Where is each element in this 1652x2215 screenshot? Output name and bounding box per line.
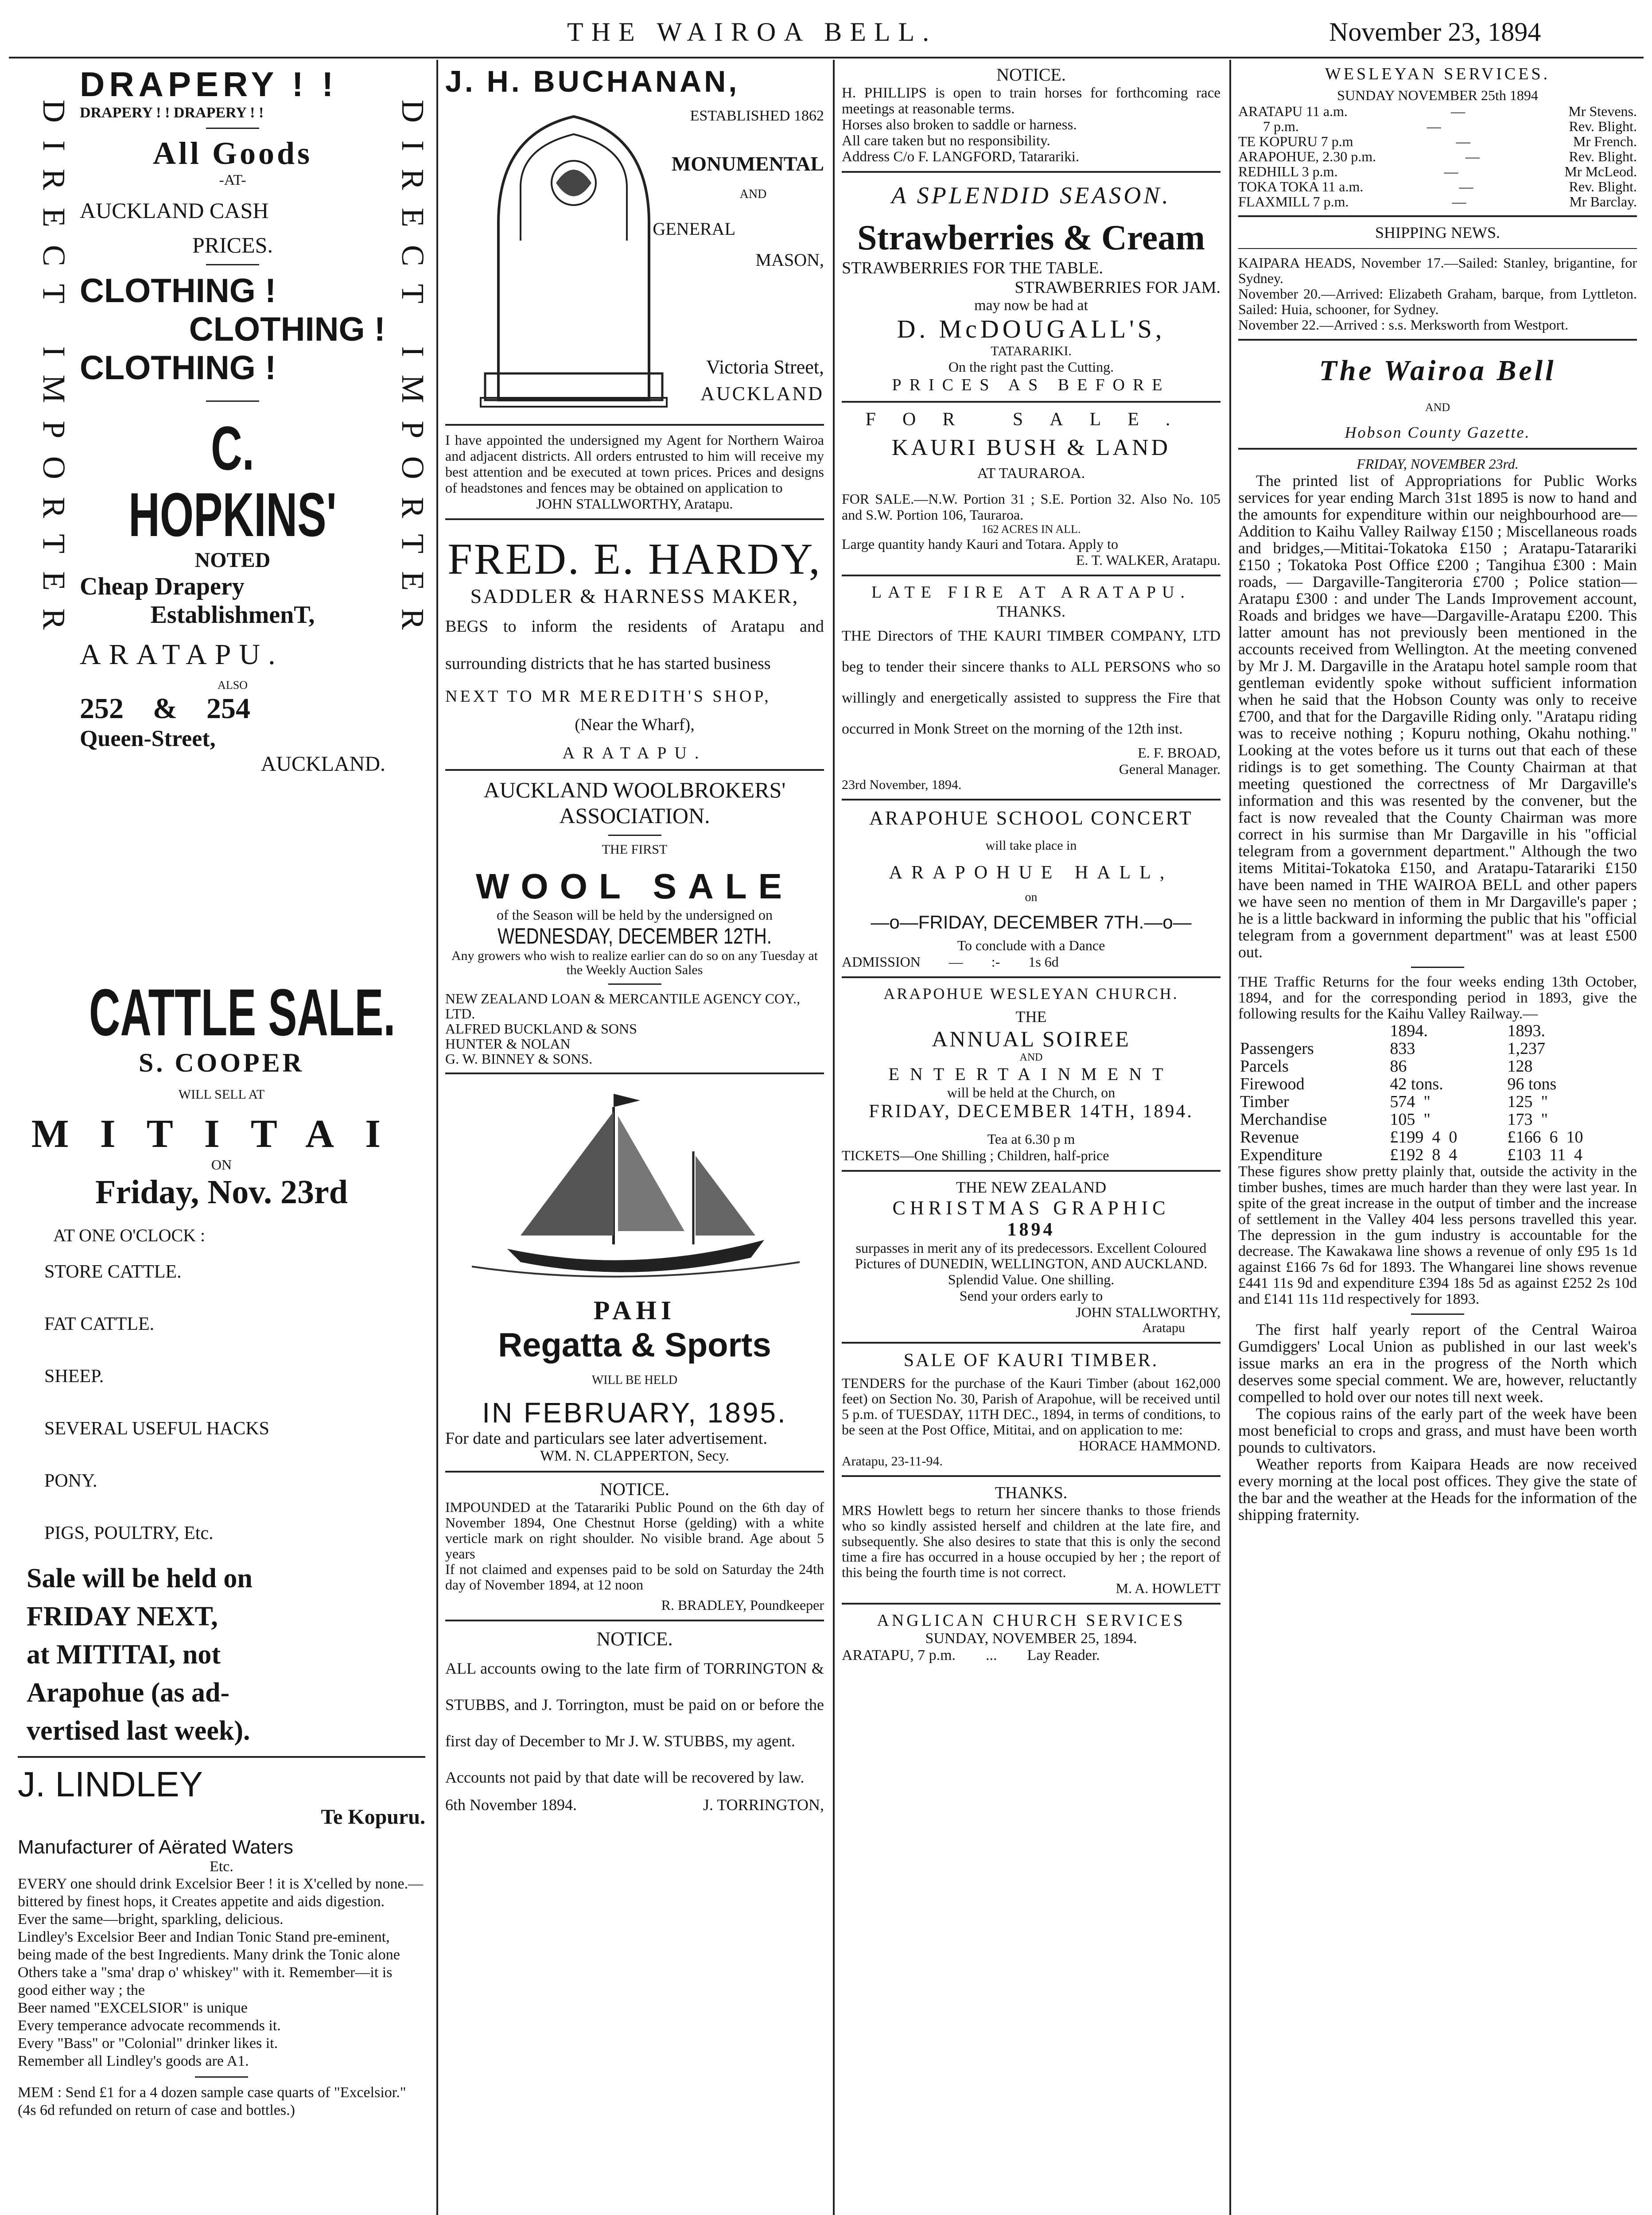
- monumental: MONUMENTAL: [671, 152, 824, 175]
- general-manager: General Manager.: [1119, 761, 1221, 777]
- hopkins-name: C. HOPKINS': [128, 413, 337, 549]
- column-divider: [1229, 60, 1231, 2215]
- list-item: SEVERAL USEFUL HACKS: [44, 1418, 269, 1439]
- manufacturer: Manufacturer of Aërated Waters: [18, 1836, 293, 1858]
- cattle-items: [44, 1246, 425, 1559]
- acres: 162 ACRES IN ALL.: [981, 523, 1081, 536]
- masthead: [0, 0, 1652, 62]
- auckland-label: AUCKLAND.: [260, 752, 385, 776]
- aratapu: ARATAPU.: [562, 744, 707, 762]
- establishment: EstablishmenT,: [150, 601, 315, 629]
- friday-december-7: —o—FRIDAY, DECEMBER 7TH.—o—: [871, 912, 1192, 933]
- masthead-title: THE WAIROA BELL.: [567, 17, 937, 47]
- lindley-text: EVERY one should drink Excelsior Beer ! it is X'celled by none.—bittered by finest hops, it Creates appetite and aids digestion. Ever the same—bright, sparkling, delicious. Lindley's Excelsior Beer and Indian Tonic Stand pre-eminent, being made of the best Ingredients. Many drink the Tonic alone Others take a "sma' drap o' whiskey" with it. Remember—it is good either way ; the Beer named "EXCELSIOR" is unique Every temperance advocate recommends it. Every "Bass" or "Colonial" drinker likes it. Remember all Lindley's goods are A1.: [18, 1876, 424, 2069]
- list-item: TE KOPURU 7 p.m — Mr French.: [1238, 133, 1637, 149]
- list-item: FAT CATTLE.: [44, 1314, 155, 1334]
- pahi: PAHI: [593, 1296, 676, 1325]
- entertainment: ENTERTAINMENT: [888, 1064, 1174, 1084]
- next-to: NEXT TO MR MEREDITH'S SHOP,: [445, 687, 771, 706]
- anglican-services: ANGLICAN CHURCH SERVICES: [877, 1611, 1186, 1630]
- the-first: THE FIRST: [602, 842, 668, 857]
- clapperton: WM. N. CLAPPERTON, Secy.: [540, 1448, 729, 1464]
- prices-before: PRICES AS BEFORE: [892, 376, 1170, 394]
- table-row: Passengers 833 1,237: [1240, 1039, 1545, 1058]
- cattle-sale: CATTLE SALE.: [89, 975, 396, 1049]
- graphic-year: 1894: [1007, 1220, 1055, 1240]
- lindley-name: J. LINDLEY: [18, 1764, 203, 1804]
- mititai: MITITAI: [31, 1112, 412, 1156]
- and-label: AND: [1425, 401, 1450, 414]
- right-past: On the right past the Cutting.: [948, 359, 1114, 375]
- editorial-date: FRIDAY, NOVEMBER 23rd.: [1357, 456, 1519, 472]
- bradley: R. BRADLEY, Poundkeeper: [661, 1597, 824, 1613]
- shipping-news: SHIPPING NEWS.: [1375, 224, 1500, 241]
- general: GENERAL: [653, 219, 735, 239]
- clothing-3: CLOTHING !: [80, 349, 276, 387]
- street-numbers: 252 & 254: [80, 692, 250, 725]
- splendid-season: A SPLENDID SEASON.: [891, 182, 1171, 209]
- on: ON: [211, 1157, 232, 1173]
- kauri-bush: KAURI BUSH & LAND: [891, 435, 1171, 460]
- gumdiggers-text: The first half yearly report of the Central Wairoa Gumdiggers' Local Union as published in our last week's issue marks an era in the progress of the North which deserves some special comment. We are, however, reluctantly compelled to hold over our notes till next week.: [1238, 1321, 1637, 1406]
- aratapu: ARATAPU.: [80, 638, 284, 671]
- list-item: ARATAPU 11 a.m. — Mr Stevens.: [1238, 103, 1637, 119]
- hobson-gazette: Hobson County Gazette.: [1345, 424, 1531, 441]
- victoria-street: Victoria Street,: [706, 356, 824, 378]
- wool-date: WEDNESDAY, DECEMBER 12TH.: [498, 924, 772, 948]
- table-row: Timber 574 " 125 ": [1240, 1092, 1548, 1111]
- hardy-name: FRED. E. HARDY,: [447, 534, 822, 583]
- notice-heading: NOTICE.: [600, 1479, 669, 1499]
- drapery-heading: DRAPERY ! !: [80, 65, 338, 104]
- splendid-value: Splendid Value. One shilling.: [948, 1271, 1115, 1287]
- table-row: Parcels 86 128: [1240, 1057, 1533, 1076]
- regatta-text: For date and particulars see later advertisement.: [445, 1429, 767, 1448]
- prices: PRICES.: [192, 233, 273, 257]
- etc: Etc.: [210, 1858, 233, 1875]
- table-row: Expenditure £192 8 4 £103 11 4: [1240, 1146, 1583, 1164]
- list-item: FLAXMILL 7 p.m. — Mr Barclay.: [1238, 194, 1637, 210]
- noted: NOTED: [194, 548, 271, 572]
- may-now: may now be had at: [974, 297, 1088, 314]
- cooper: S. COOPER: [138, 1048, 305, 1077]
- drapery-sub: DRAPERY ! ! DRAPERY ! !: [80, 105, 264, 121]
- column-divider: [436, 60, 438, 2215]
- tickets: TICKETS—One Shilling ; Children, half-price: [842, 1147, 1109, 1163]
- list-item: STORE CATTLE.: [44, 1262, 182, 1282]
- sale-kauri-timber: SALE OF KAURI TIMBER.: [903, 1350, 1159, 1371]
- shipping-text-2: November 20.—Arrived: Elizabeth Graham, barque, from Lyttleton. Sailed: Huia, schooner, for Sydney.: [1238, 286, 1637, 317]
- table-row: Merchandise 105 " 173 ": [1240, 1110, 1548, 1129]
- held-church: will be held at the Church, on: [947, 1084, 1116, 1100]
- wesleyan-services: WESLEYAN SERVICES.: [1325, 65, 1551, 83]
- tatarariki: TATARARIKI.: [991, 344, 1072, 358]
- column-4: [1238, 64, 1637, 2215]
- editorial-text: The printed list of Appropriations for Public Works services for year ending March 31st 1895 is now to hand and the amounts for expenditure within our neighbourhood are—Addition to Kaihu Valley Railway £150 ; Miscellaneous roads and bridges,—Mititai-Tokatoka £150 ; Aratapu-Tatarariki £150 ; Tokatoka Post Office £200 ; Tangihua £300 : Main roads, — Dargaville-Tangiteroria £700 ; Police station— Aratapu £300 : and under The Lands Improvement account, Roads and bridges we have—Dargaville-Aratapu £200. This latter amount has not previously been mentioned in the accounts received from Wellington. At the meeting convened by Mr J. M. Dargaville in the Aratapu hotel sample room that gentleman evidently spoke without sufficient information when he said that the Hobson County was only to receive £700, and that for the Dargaville Riding only. "Aratapu riding was to receive nothing ; Kopuru nothing, Okahu nothing." Looking at the votes before us it turns out that each of these ridings is to get something. The County Chairman at that meeting questioned the correctness of Mr Dargaville's information and this was resented by the convener, but the fact is now revealed that the County Chairman was more correct in his surmise than Mr Dargaville in his "official telegram from a government department." Although the two items Mititai-Tokatoka £150, and Aratapu-Tatarariki £150 have been named in THE WAIROA BELL and other papers we have seen no mention of them in Mr Dargaville's paper ; he is a little backward in informing the public that his "official telegram from a government department" was at least £500 out.: [1238, 472, 1637, 961]
- tea-time: Tea at 6.30 p m: [987, 1131, 1075, 1147]
- clothing-1: CLOTHING !: [80, 272, 276, 310]
- table-row: Firewood 42 tons. 96 tons: [1240, 1075, 1557, 1093]
- thanks-heading-2: THANKS.: [995, 1484, 1068, 1502]
- for-sale-text: FOR SALE.—N.W. Portion 31 ; S.E. Portion 32. Also No. 105 and S.W. Portion 106, Tauraroa.: [842, 491, 1221, 523]
- wesleyan-sunday: SUNDAY NOVEMBER 25th 1894: [1337, 87, 1538, 103]
- will-be-held: WILL BE HELD: [591, 1373, 678, 1387]
- for-sale-heading: FOR SALE.: [865, 409, 1197, 430]
- wool-growers: Any growers who wish to realize earlier can do so on any Tuesday at the Weekly Auction Sales: [451, 948, 818, 977]
- tenders-text: TENDERS for the purchase of the Kauri Timber (about 162,000 feet) on Section No. 30, Parish of Arapohue, will be received until 5 p.m. of TUESDAY, 11TH DEC., 1894, in terms of conditions, to be seen at the Post Office, Mititai, and on application to me:: [842, 1375, 1221, 1438]
- auckland-cash: AUCKLAND CASH: [80, 198, 269, 223]
- agents-list: NEW ZEALAND LOAN & MERCANTILE AGENCY COY., LTD. ALFRED BUCKLAND & SONS HUNTER & NOLAN G. W. BINNEY & SONS.: [445, 991, 801, 1067]
- february: IN FEBRUARY, 1895.: [482, 1397, 787, 1429]
- wesleyan-church: ARAPOHUE WESLEYAN CHURCH.: [883, 985, 1179, 1003]
- list-item: PIGS, POULTRY, Etc.: [44, 1523, 214, 1543]
- stallworthy: JOHN STALLWORTHY,: [1076, 1304, 1221, 1320]
- the-label: THE: [1015, 1008, 1047, 1026]
- wool-sale: WOOL SALE: [476, 867, 793, 906]
- column-1: [18, 64, 431, 2215]
- and-label: AND: [739, 187, 767, 201]
- anglican-sunday: SUNDAY, NOVEMBER 25, 1894.: [925, 1630, 1137, 1647]
- fire-date: 23rd November, 1894.: [842, 777, 962, 792]
- shipping-text: KAIPARA HEADS, November 17.—Sailed: Stanley, brigantine, for Sydney.: [1238, 255, 1637, 286]
- side-text-right: DIRECT IMPORTER: [395, 100, 431, 648]
- te-kopuru: Te Kopuru.: [321, 1805, 425, 1829]
- friday-date: Friday, Nov. 23rd: [95, 1174, 348, 1211]
- late-fire: LATE FIRE AT ARATAPU.: [871, 583, 1191, 602]
- regatta: Regatta & Sports: [498, 1326, 771, 1364]
- established: ESTABLISHED 1862: [690, 108, 824, 124]
- aratapu-label: Aratapu: [1142, 1321, 1185, 1335]
- torrington-signoff: 6th November 1894. J. TORRINGTON,: [445, 1796, 824, 1814]
- column-3: NOTICE. H. PHILLIPS is open to train horses for forthcoming race meetings at reasonable terms. Horses also broken to saddle or harness. All care taken but no responsibility. Address C/o F. LANGFORD, Tatarariki. A SPLENDID SEASON. Strawberries & Cream STRAWBERRIES FOR THE TABLE. STRAWBERRIES FOR JAM. may now be had at D. McDOUGALL'S, TATARARIKI. On the right past the Cutting. PRICES AS BEFORE FOR SALE. KAURI BUSH & LAND AT TAURAROA. FOR SALE.—N.W. Portion 31 ; S.E. Portion 32. Also No. 105 and S.W. Portion 106, Tauraroa. 162 ACRES IN ALL. Large quantity handy Kauri and Totara. Apply to E. T. WALKER, Aratapu. LATE FIRE AT ARATAPU. THANKS. THE Directors of THE KAURI TIMBER COMPANY, LTD beg to tender their sincere thanks to ALL PERSONS who so willingly and energetically assisted to suppress the Fire that occurred in Monk Street on the morning of the 12th inst. E. F. BROAD, General Manager. 23rd November, 1894. ARAPOHUE SCHOOL CONCERT will take place in ARAPOHUE HALL, on —o—FRIDAY, DECEMBER 7TH.—o— To conclude with a Dance ADMISSION — :- 1s 6d ARAPOHUE WESLEYAN CHURCH. THE ANNUAL SOIREE AND ENTERTAINMENT will be held at the Church, on FRIDAY, DECEMBER 14TH, 1894. Tea at 6.30 p m TICKETS—One Shilling ; Children, half-price THE NEW ZEALAND CHRISTMAS GRAPHIC 1894 surpasses in merit any of its predecessors. Excellent Coloured Pictures of DUNEDIN, WELLINGTON, AND AUCKLAND. Splendid Value. One shilling. Send your orders early to JOHN STALLWORTHY, Aratapu SALE OF KAURI TIMBER. TENDERS for the purchase of the Kauri Timber (about 162,000 feet) on Section No. 30, Parish of Arapohue, will be received until 5 p.m. of TUESDAY, 11TH DEC., 1894, in terms of conditions, to be seen at the Post Office, Mititai, and on application to me: HORACE HAMMOND. Aratapu, 23-11-94. THANKS. MRS Howlett begs to return her sincere thanks to those friends who so kindly assisted herself and children at the late fire, and subsequently. She also desires to state that this is only the second time a fire has occurred in a house occupied by her ; the report of this being the fourth time is not correct. M. A. HOWLETT ANGLICAN CHURCH SERVICES SUNDAY, NOVEMBER 25, 1894. ARATAPU, 7 p.m. ... Lay Reader.: [842, 65, 1221, 1663]
- sale-notice: Sale will be held on FRIDAY NEXT, at MITITAI, not Arapohue (as ad- vertised last week).: [27, 1563, 253, 1746]
- howlett-text: MRS Howlett begs to return her sincere thanks to those friends who so kindly assisted herself and children at the late fire, and subsequently. She also desires to state that this is only the second time a fire has occurred in a house occupied by her ; the report of this being the fourth time is not correct.: [842, 1502, 1221, 1580]
- masthead-date: November 23, 1894: [1329, 17, 1541, 47]
- on-label: on: [1025, 890, 1038, 904]
- near-wharf: (Near the Wharf),: [575, 715, 695, 734]
- clothing-2: CLOTHING !: [189, 311, 385, 348]
- shipping-text-3: November 22.—Arrived : s.s. Merksworth from Westport.: [1238, 317, 1569, 333]
- one-oclock: AT ONE O'CLOCK :: [53, 1225, 206, 1245]
- traffic-text: THE Traffic Returns for the four weeks ending 13th October, 1894, and for the corresponding period in 1893, give the following results for the Kaihu Valley Railway.—: [1238, 974, 1637, 1022]
- list-item: TOKA TOKA 11 a.m. — Rev. Blight.: [1238, 179, 1637, 194]
- phillips-text: H. PHILLIPS is open to train horses for forthcoming race meetings at reasonable terms.: [842, 85, 1221, 117]
- annual-soiree: ANNUAL SOIREE: [932, 1026, 1131, 1051]
- lindley-mem: MEM : Send £1 for a 4 dozen sample case quarts of "Excelsior." (4s 6d refunded on return of case and bottles.): [18, 2084, 406, 2118]
- list-item: PONY.: [44, 1471, 97, 1491]
- straw-jam: STRAWBERRIES FOR JAM.: [1015, 278, 1221, 297]
- broad: E. F. BROAD,: [1138, 745, 1221, 761]
- straw-table: STRAWBERRIES FOR THE TABLE.: [842, 259, 1104, 277]
- anglican-aratapu: ARATAPU, 7 p.m. ... Lay Reader.: [842, 1647, 1100, 1663]
- walker: E. T. WALKER, Aratapu.: [1076, 552, 1221, 568]
- strawberries-cream: Strawberries & Cream: [857, 218, 1205, 257]
- mason: MASON,: [755, 250, 824, 270]
- notice-heading: NOTICE.: [996, 65, 1066, 85]
- saddler: SADDLER & HARNESS MAKER,: [470, 585, 799, 607]
- table-row: 1894. 1893.: [1390, 1022, 1545, 1040]
- conclude-dance: To conclude with a Dance: [957, 937, 1105, 953]
- stallworthy: JOHN STALLWORTHY, Aratapu.: [536, 496, 733, 512]
- list-item: SHEEP.: [44, 1366, 104, 1387]
- list-item: REDHILL 3 p.m. — Mr McLeod.: [1238, 163, 1637, 179]
- wairoa-bell-title: The Wairoa Bell: [1319, 354, 1556, 387]
- friday-december-14: FRIDAY, DECEMBER 14TH, 1894.: [869, 1101, 1193, 1122]
- traffic-analysis: These figures show pretty plainly that, outside the activity in the timber bushes, times are much harder than they were last year. In spite of the great increase in the output of timber and the increase of settlement in the Valley 404 less persons travelled this year. The depression in the gum industry is accountable for the decrease. The Kawakawa line shows a revenue of only £95 1s 1d against £166 7s 6d for 1893. The Whangarei line shows revenue £441 11s 9d and expenditure £394 18s 5d as against £252 2s 10d and £141 11s 11d respectively for 1893.: [1238, 1163, 1637, 1307]
- sailing-ship-icon: [445, 1080, 824, 1293]
- headstone-icon: [481, 108, 667, 409]
- cheap-drapery: Cheap Drapery: [80, 573, 245, 600]
- column-divider: [833, 60, 835, 2215]
- fire-text: THE Directors of THE KAURI TIMBER COMPANY, LTD beg to tender their sincere thanks to ALL PERSONS who so willingly and energetically assisted to suppress the Fire that occurred in Monk Street on the morning of the 12th inst.: [842, 628, 1221, 737]
- at-tauraroa: AT TAURAROA.: [977, 465, 1085, 482]
- list-item: ARAPOHUE, 2.30 p.m. — Rev. Blight.: [1238, 148, 1637, 164]
- howlett: M. A. HOWLETT: [1116, 1580, 1221, 1596]
- rains-text: The copious rains of the early part of the week have been most beneficial to crops and grass, and must have been worth pounds to cultivators.: [1238, 1405, 1637, 1456]
- admission: ADMISSION — :- 1s 6d: [842, 954, 1059, 970]
- phillips-address: Address C/o F. LANGFORD, Tatarariki.: [842, 149, 1080, 165]
- school-concert: ARAPOHUE SCHOOL CONCERT: [869, 807, 1193, 829]
- impounded-text-2: If not claimed and expenses paid to be sold on Saturday the 24th day of November 1894, at 12 noon: [445, 1561, 824, 1593]
- also: ALSO: [218, 679, 248, 692]
- notice-heading-2: NOTICE.: [596, 1628, 673, 1650]
- accounts-text-2: Accounts not paid by that date will be recovered by law.: [445, 1768, 805, 1786]
- large-qty: Large quantity handy Kauri and Totara. Apply to: [842, 536, 1118, 552]
- and-label: AND: [1019, 1052, 1043, 1063]
- side-text-left: DIRECT IMPORTER: [36, 100, 72, 648]
- christmas-graphic: CHRISTMAS GRAPHIC: [892, 1197, 1170, 1219]
- buchanan-name: J. H. BUCHANAN,: [445, 65, 740, 98]
- services-list: [1238, 104, 1637, 209]
- will-sell: WILL SELL AT: [178, 1087, 265, 1102]
- column-2: [445, 64, 824, 2215]
- masthead-rule: [9, 57, 1644, 58]
- hardy-text: BEGS to inform the residents of Aratapu and surrounding districts that he has started business: [445, 617, 824, 673]
- mcdougall: D. McDOUGALL'S,: [897, 315, 1166, 343]
- accounts-text: ALL accounts owing to the late firm of TORRINGTON & STUBBS, and J. Torrington, must be paid on or before the first day of December to Mr J. W. STUBBS, my agent.: [445, 1659, 824, 1750]
- weather-text: Weather reports from Kaipara Heads are now received every morning at the local post offices. They give the state of the bar and the weather at the Heads for the information of the shipping fraternity.: [1238, 1455, 1637, 1523]
- nz-label: THE NEW ZEALAND: [956, 1178, 1107, 1196]
- arapohue-hall: ARAPOHUE HALL,: [889, 863, 1174, 883]
- hammond: HORACE HAMMOND.: [1078, 1438, 1221, 1453]
- thanks-heading: THANKS.: [996, 602, 1065, 620]
- auckland-label: AUCKLAND: [700, 383, 824, 404]
- send-orders: Send your orders early to: [959, 1288, 1103, 1304]
- will-take-place: will take place in: [985, 838, 1077, 853]
- hammond-date: Aratapu, 23-11-94.: [842, 1454, 943, 1469]
- woolbrokers: AUCKLAND WOOLBROKERS' ASSOCIATION.: [483, 777, 786, 828]
- all-goods: All Goods: [152, 136, 313, 171]
- agent-text: I have appointed the undersigned my Agent for Northern Wairoa and adjacent districts. All orders entrusted to him will receive my best attention and be executed at town prices. Prices and designs of headstones and fences may be obtained on application to: [445, 432, 824, 496]
- traffic-table: [1238, 1022, 1637, 1164]
- wool-text: of the Season will be held by the undersigned on: [497, 907, 773, 923]
- list-item: 7 p.m. — Rev. Blight.: [1238, 118, 1637, 134]
- graphic-text: surpasses in merit any of its predecessors. Excellent Coloured Pictures of DUNEDIN, WELLINGTON, AND AUCKLAND.: [855, 1240, 1208, 1271]
- queen-street: Queen-Street,: [80, 726, 216, 751]
- impounded-text: IMPOUNDED at the Tatarariki Public Pound on the 6th day of November 1894, One Chestnut Horse (gelding) with a white verticle mark on right shoulder. No visible brand. Age about 5 years: [445, 1499, 824, 1562]
- at-label: -AT-: [219, 172, 246, 188]
- table-row: Revenue £199 4 0 £166 6 10: [1240, 1128, 1583, 1146]
